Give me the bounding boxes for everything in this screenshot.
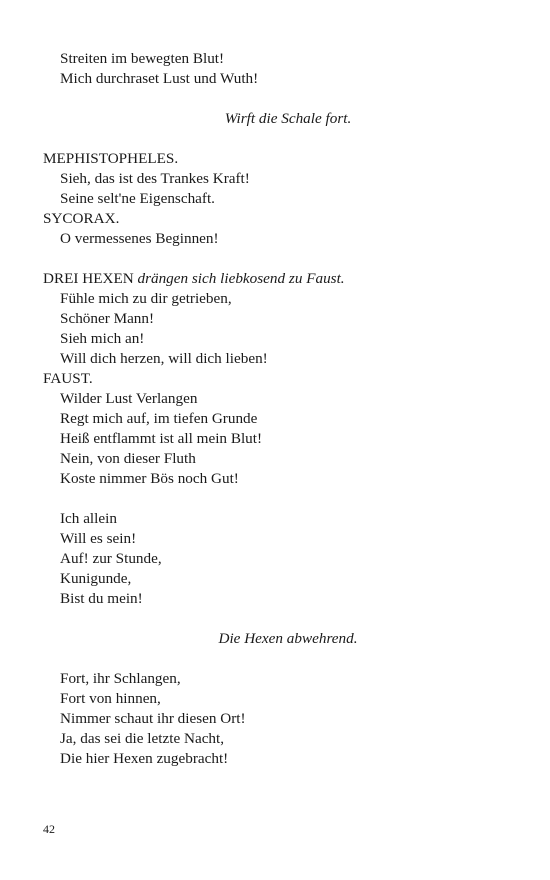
verse-line: Will dich herzen, will dich lieben! [60,350,268,367]
inline-stage-direction: drängen sich liebkosend zu Faust. [137,270,345,287]
verse-line: Regt mich auf, im tiefen Grunde [60,410,258,427]
speaker-name: MEPHISTOPHELES. [43,150,179,167]
verse-line: Koste nimmer Bös noch Gut! [60,470,239,487]
speaker-name: FAUST. [43,370,93,387]
verse-line: Wilder Lust Verlangen [60,390,198,407]
page-number: 42 [43,822,55,836]
verse-line: Heiß entflammt ist all mein Blut! [60,430,263,447]
verse-line: Schöner Mann! [60,310,155,327]
speaker-heading [43,269,513,289]
speaker-name: SYCORAX. [43,210,120,227]
verse-line: Kunigunde, [60,570,132,587]
verse-line: Bist du mein! [60,590,143,607]
verse-line: Nein, von dieser Fluth [60,450,196,467]
verse-text [43,49,513,769]
verse-line: Sieh, das ist des Trankes Kraft! [60,170,250,187]
verse-line: Auf! zur Stunde, [60,550,162,567]
verse-line: Mich durchraset Lust und Wuth! [60,70,259,87]
speaker-name: DREI HEXEN [43,270,134,287]
stage-direction: Wirft die Schale fort. [224,110,352,127]
verse-line: Fühle mich zu dir getrieben, [60,290,232,307]
verse-line: Fort von hinnen, [60,690,161,707]
verse-line: Will es sein! [60,530,137,547]
verse-line: Ja, das sei die letzte Nacht, [60,730,225,747]
verse-line: Fort, ihr Schlangen, [60,670,181,687]
verse-line: Sieh mich an! [60,330,145,347]
verse-line: Nimmer schaut ihr diesen Ort! [60,710,246,727]
stage-direction: Die Hexen abwehrend. [218,630,358,647]
verse-line: O vermessenes Beginnen! [60,230,219,247]
verse-line: Ich allein [60,510,117,527]
verse-line: Seine selt'ne Eigenschaft. [60,190,215,207]
verse-line: Streiten im bewegten Blut! [60,50,225,67]
verse-line: Die hier Hexen zugebracht! [60,750,229,767]
